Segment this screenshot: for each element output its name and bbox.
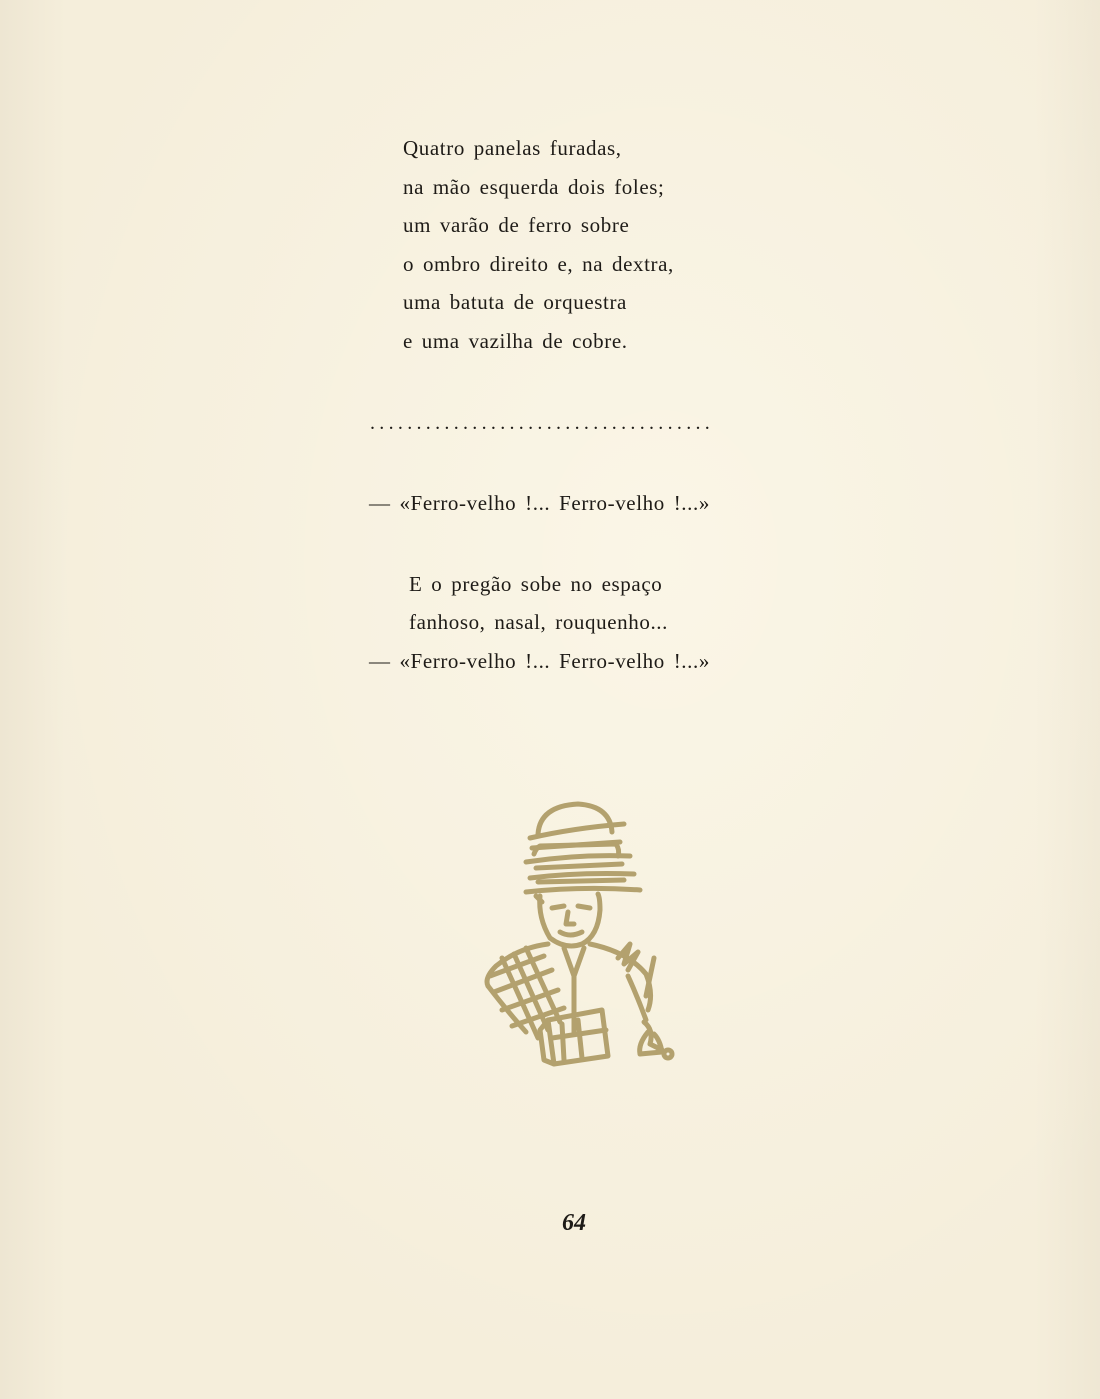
verse-line: fanhoso, nasal, rouquenho...: [409, 610, 668, 634]
street-cry-line: — «Ferro-velho !... Ferro-velho !...»: [369, 491, 710, 515]
ragman-with-stacked-hats-icon: [478, 798, 688, 1070]
verse-line: uma batuta de orquestra: [403, 290, 627, 314]
page-number: 64: [562, 1210, 586, 1236]
verse-line: na mão esquerda dois foles;: [403, 175, 665, 199]
verse-line: o ombro direito e, na dextra,: [403, 252, 674, 276]
dotted-separator: .....................................: [370, 413, 715, 433]
verse-line: Quatro panelas furadas,: [403, 136, 622, 160]
verse-line: e uma vazilha de cobre.: [403, 329, 628, 353]
verse-line: — «Ferro-velho !... Ferro-velho !...»: [369, 649, 710, 673]
verse-line: um varão de ferro sobre: [403, 213, 630, 237]
verse-line: E o pregão sobe no espaço: [409, 572, 663, 596]
